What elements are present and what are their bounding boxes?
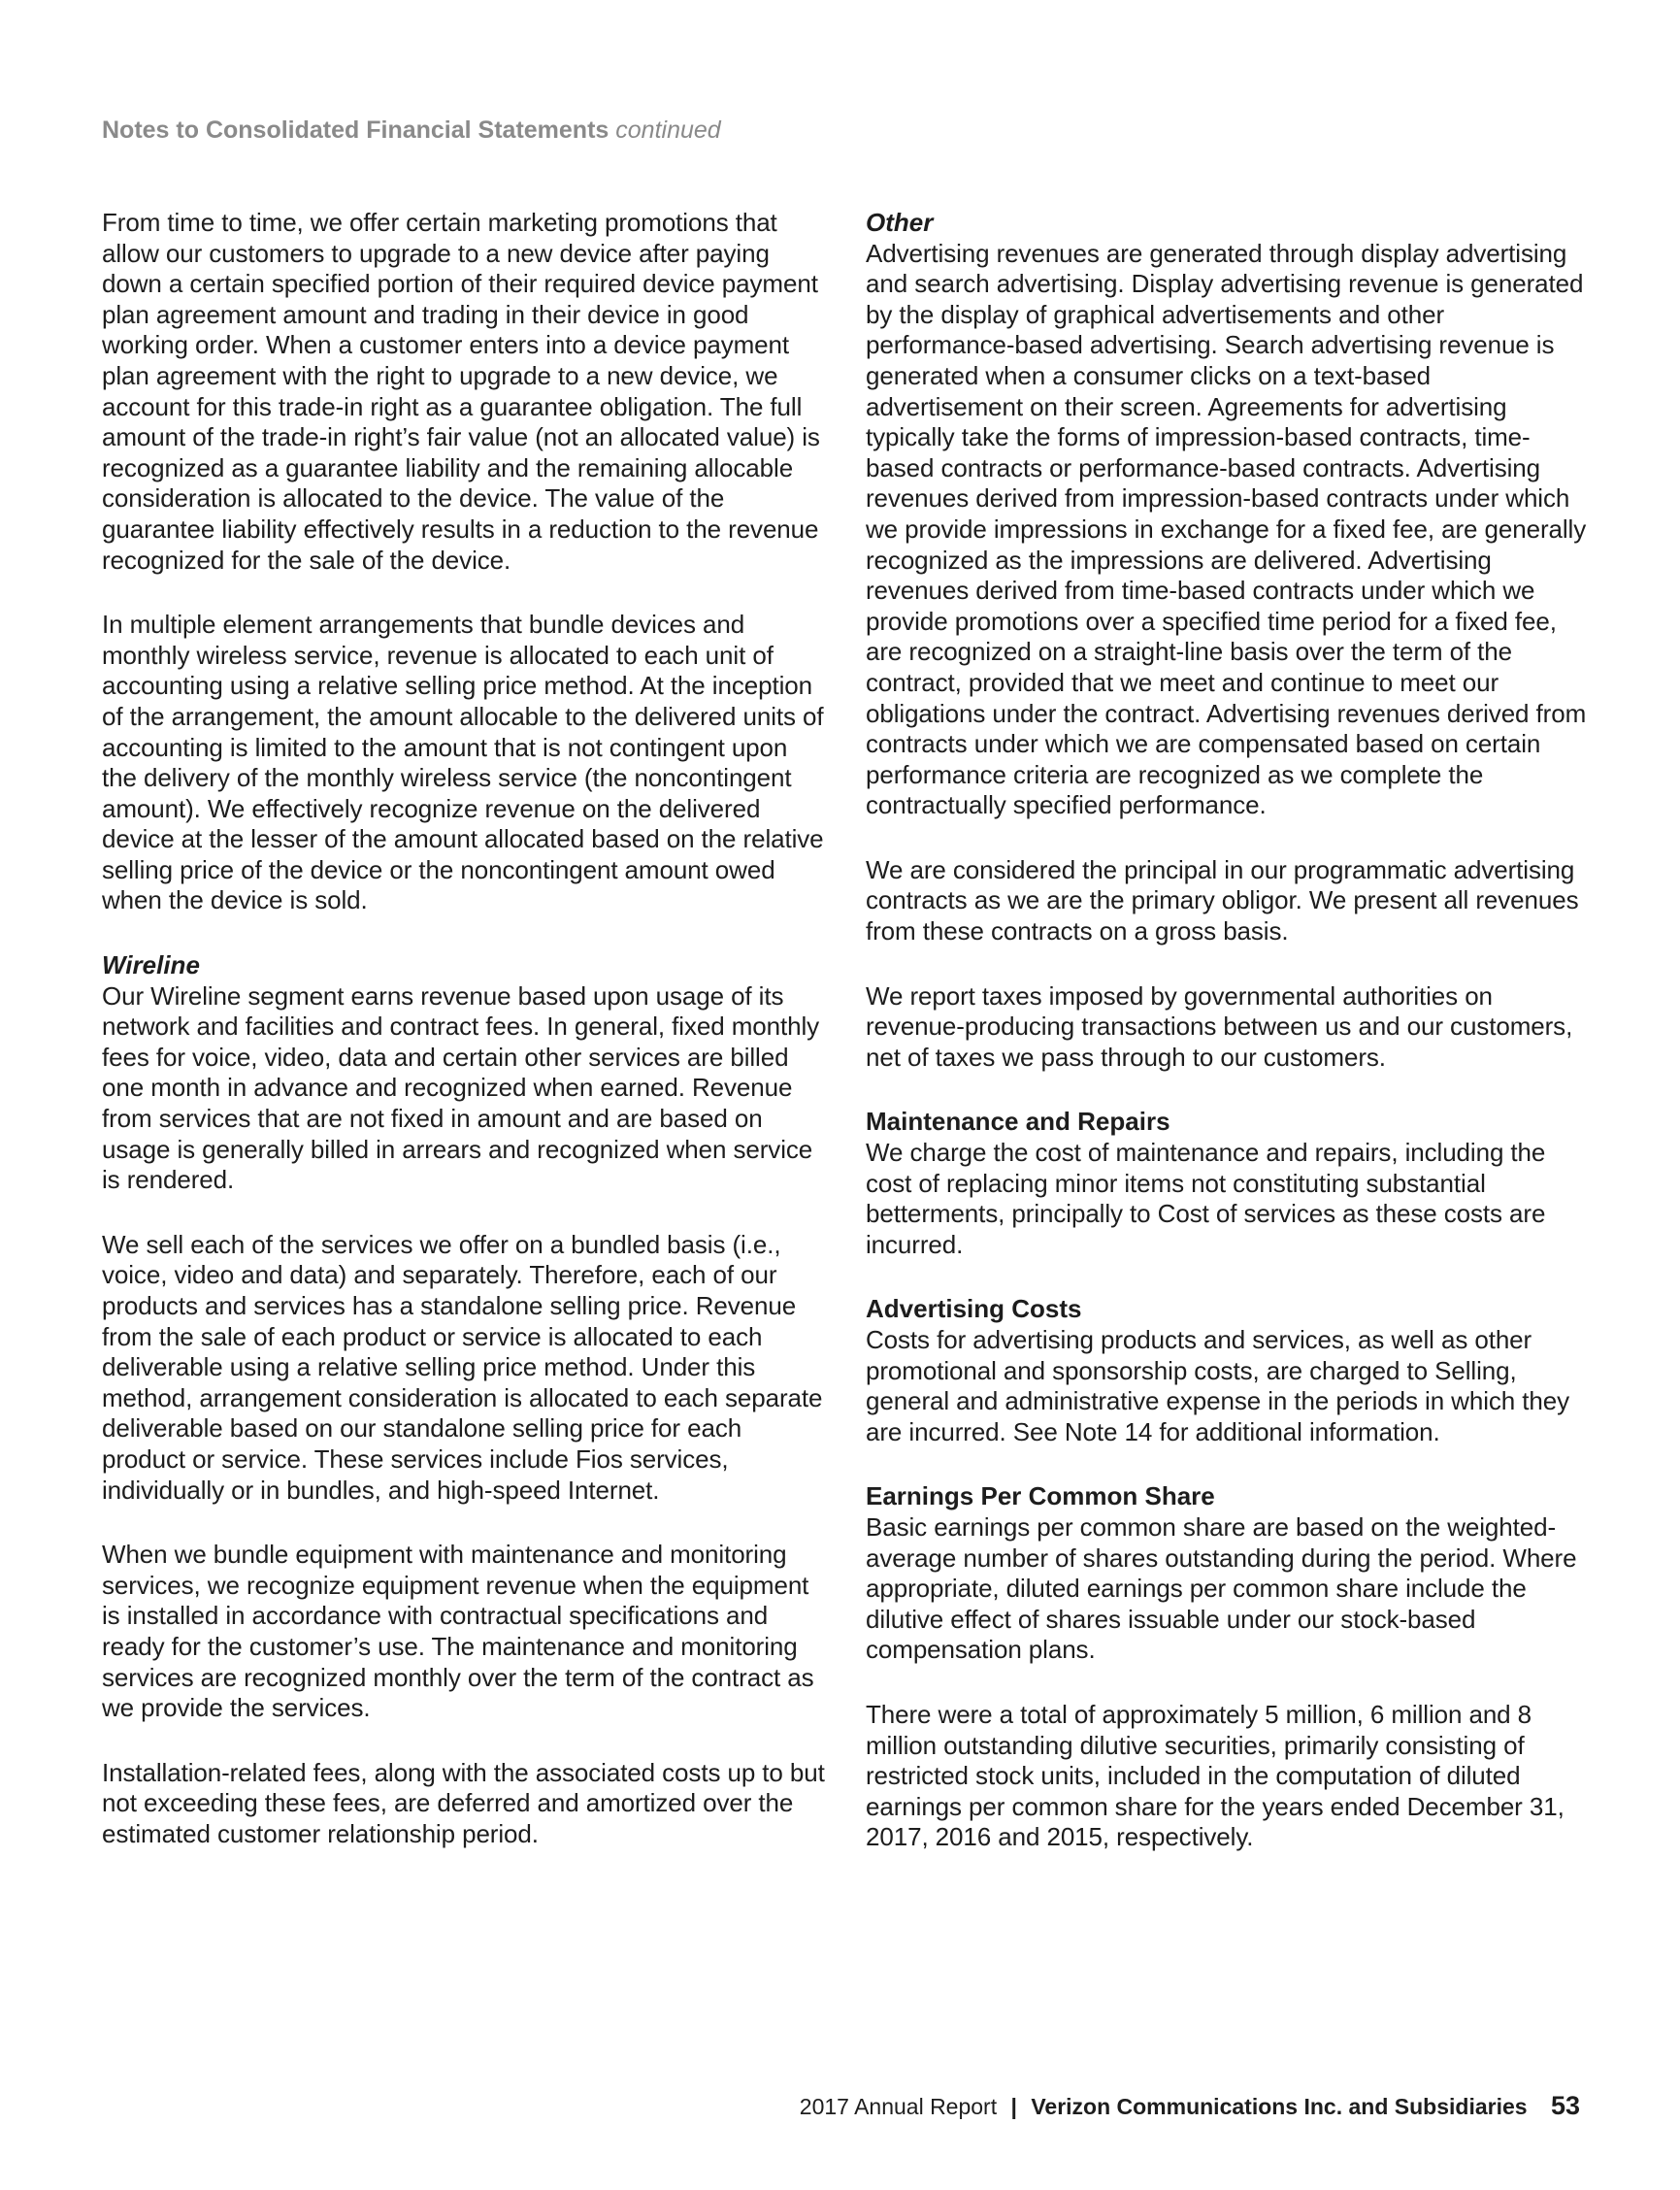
paragraph: In multiple element arrangements that bundle devices and monthly wireless service, revenue is allocated to each unit of accounting using a relative selling price method. At the inception of the arrangement, the amount allocable to the delivered units of accounting is limited to the amount that is not contingent upon the delivery of the monthly wireless service (the noncontingent amount). We effectively recognize revenue on the delivered device at the lesser of the amount allocated based on the relative selling price of the device or the noncontingent amount owed when the device is sold.	[102, 610, 824, 915]
paragraph: From time to time, we offer certain marketing promotions that allow our customers to upgrade to a new device after paying down a certain specified portion of their required device payment plan agreement amount and trading in their device in good working order. When a customer enters into a device payment plan agreement with the right to upgrade to a new device, we account for this trade-in right as a guarantee obligation. The full amount of the trade-in right’s fair value (not an allocated value) is recognized as a guarantee liability and the remaining allocable consideration is allocated to the device. The value of the guarantee liability effectively results in a reduction to the revenue recognized for the sale of the device.	[102, 208, 820, 575]
paragraph: We report taxes imposed by governmental authorities on revenue-producing transactions between us and our customers, net of taxes we pass through to our customers.	[866, 980, 1573, 1072]
section-heading-advertising-costs: Advertising Costs	[866, 1294, 1082, 1324]
section-heading-eps: Earnings Per Common Share	[866, 1481, 1215, 1511]
section-heading-wireline: Wireline	[102, 950, 200, 980]
section-heading-other: Other	[866, 208, 934, 237]
header-title: Notes to Consolidated Financial Statements	[102, 116, 609, 144]
header-continued: continued	[615, 116, 721, 144]
paragraph: Costs for advertising products and services, as well as other promotional and sponsorship costs, are charged to Selling, general and administrative expense in the periods in which they are incurred. See Note 14 for additional information.	[866, 1325, 1570, 1446]
paragraph: Installation-related fees, along with the associated costs up to but not exceeding these fees, are deferred and amortized over the estimated customer relationship period.	[102, 1757, 825, 1848]
page-footer	[800, 2091, 1580, 2121]
paragraph: We are considered the principal in our programmatic advertising contracts as we are the primary obligor. We present all revenues from these contracts on a gross basis.	[866, 854, 1579, 946]
footer-report: 2017 Annual Report	[799, 2094, 998, 2119]
paragraph: Advertising revenues are generated through display advertising and search advertising. Display advertising revenue is generated by the display of graphical advertisements and other performance-based advertising. Search advertising revenue is generated when a consumer clicks on a text-based advertisement on their screen. Agreements for advertising typically take the forms of impression-based contracts, time-based contracts or performance-based contracts. Advertising revenues derived from impression-based contracts under which we provide impressions in exchange for a fixed fee, are generally recognized as the impressions are delivered. Advertising revenues derived from time-based contracts under which we provide promotions over a specified time period for a fixed fee, are recognized on a straight-line basis over the term of the contract, provided that we meet and continue to meet our obligations under the contract. Advertising revenues derived from contracts under which we are compensated based on certain performance criteria are recognized as we complete the contractually specified performance.	[866, 238, 1587, 820]
left-column	[102, 208, 828, 1884]
paragraph: Our Wireline segment earns revenue based upon usage of its network and facilities and contract fees. In general, fixed monthly fees for voice, video, data and certain other services are billed one month in advance and recognized when earned. Revenue from services that are not fixed in amount and are based on usage is generally billed in arrears and recognized when service is rendered.	[102, 980, 820, 1195]
running-header	[102, 116, 721, 145]
footer-company: Verizon Communications Inc. and Subsidiaries	[1031, 2094, 1528, 2119]
section-heading-maintenance: Maintenance and Repairs	[866, 1107, 1170, 1137]
paragraph: When we bundle equipment with maintenance and monitoring services, we recognize equipment revenue when the equipment is installed in accordance with contractual specifications and ready for the customer’s use. The maintenance and monitoring services are recognized monthly over the term of the contract as we provide the services.	[102, 1540, 814, 1723]
footer-separator: |	[1010, 2094, 1017, 2119]
page-number: 53	[1550, 2091, 1580, 2120]
paragraph: Basic earnings per common share are based on the weighted-average number of shares outstanding during the period. Where appropriate, diluted earnings per common share include the dilutive effect of shares issuable under our stock-based compensation plans.	[866, 1511, 1577, 1665]
right-column	[866, 208, 1592, 1887]
paragraph: We charge the cost of maintenance and repairs, including the cost of replacing minor items not constituting substantial betterments, principally to Cost of services as these costs are incurred.	[866, 1138, 1546, 1259]
paragraph: There were a total of approximately 5 million, 6 million and 8 million outstanding dilutive securities, primarily consisting of restricted stock units, included in the computation of diluted earnings per common share for the years ended December 31, 2017, 2016 and 2015, respectively.	[866, 1699, 1565, 1852]
paragraph: We sell each of the services we offer on a bundled basis (i.e., voice, video and data) and separately. Therefore, each of our products and services has a standalone selling price. Revenue from the sale of each product or service is allocated to each deliverable using a relative selling price method. Under this method, arrangement consideration is allocated to each separate deliverable based on our standalone selling price for each product or service. These services include Fios services, individually or in bundles, and high-speed Internet.	[102, 1229, 823, 1505]
